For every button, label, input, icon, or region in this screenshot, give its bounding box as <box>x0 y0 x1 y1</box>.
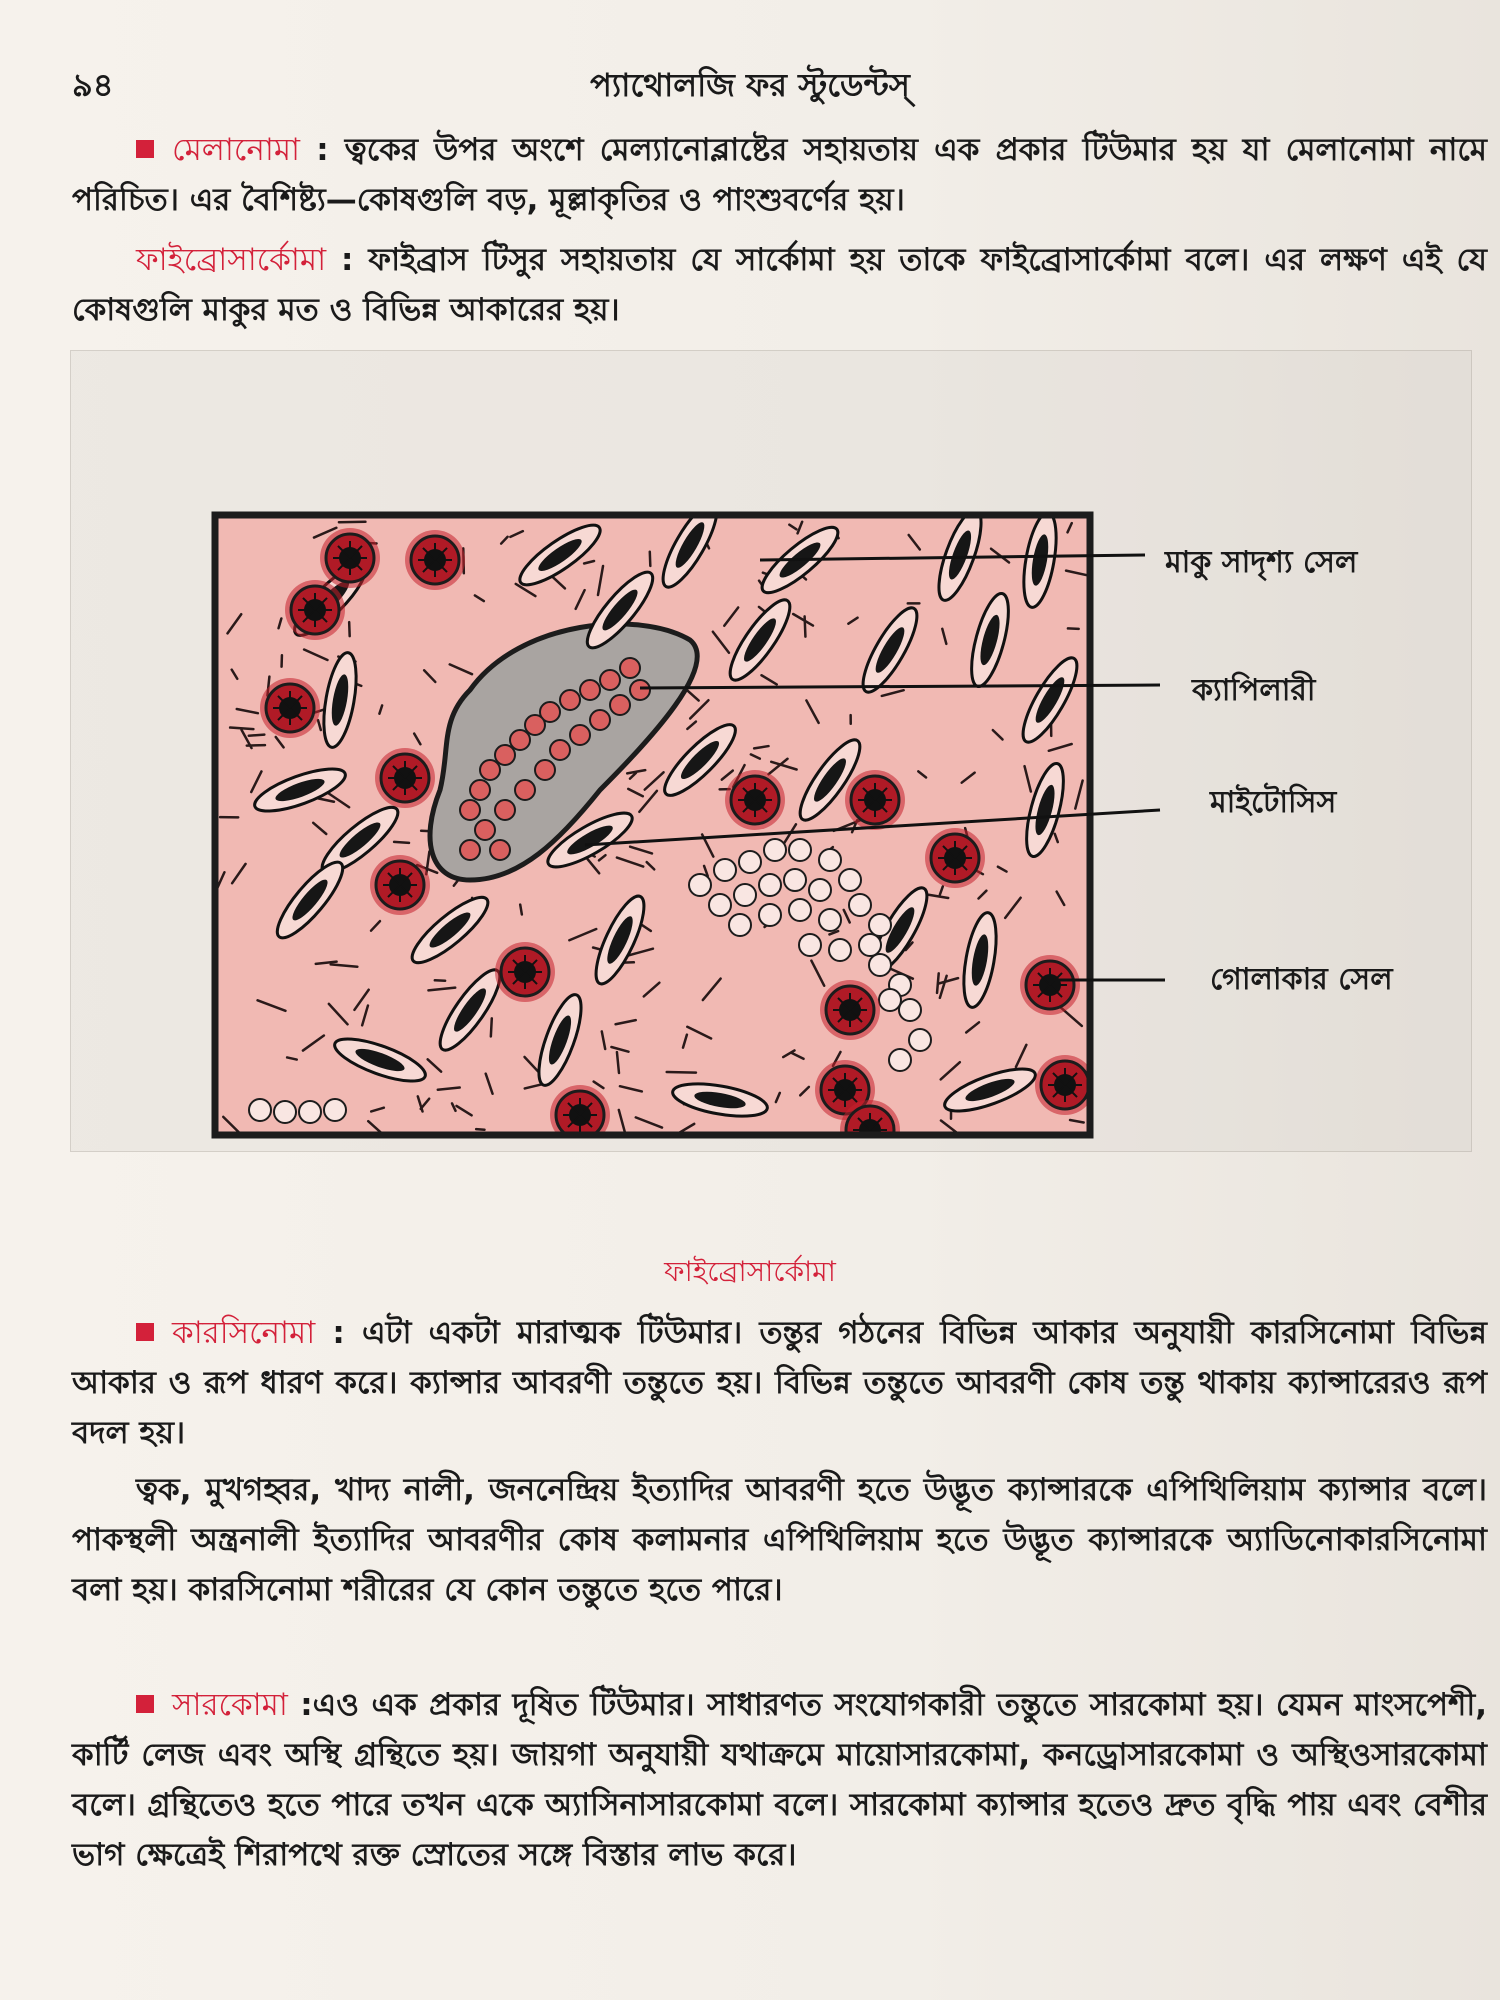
fiber-strand <box>230 728 253 730</box>
figure-caption: ফাইব্রোসার্কোমা <box>664 1255 836 1288</box>
blood-cell <box>470 780 490 800</box>
round-cell <box>729 914 751 936</box>
blood-cell <box>495 800 515 820</box>
round-cell <box>899 999 921 1021</box>
blood-cell <box>480 760 500 780</box>
fibrosarcoma-text: : ফাইব্রাস টিসুর সহায়তায় যে সার্কোমা হয় তাকে ফাইব্রোসার্কোমা বলে। এর লক্ষণ এই যে কোষগুলি মাকুর মত ও বিভিন্ন আকারের হয়। <box>72 242 1487 328</box>
mitotic-cell <box>405 530 465 590</box>
fiber-strand <box>476 1129 484 1130</box>
blood-cell <box>560 690 580 710</box>
blood-cell <box>550 740 570 760</box>
round-cell <box>829 939 851 961</box>
mitotic-cell <box>285 580 345 640</box>
square-bullet-icon <box>136 1323 154 1341</box>
fiber-strand <box>491 1018 492 1036</box>
blood-cell <box>525 715 545 735</box>
fiber-strand <box>435 980 445 981</box>
blood-cell <box>515 780 535 800</box>
round-cell <box>274 1101 296 1123</box>
square-bullet-icon <box>136 1695 154 1713</box>
page-number: ৯৪ <box>72 66 114 104</box>
carcinoma-term: কারসিনোমা <box>172 1315 316 1351</box>
blood-cell <box>610 695 630 715</box>
round-cell <box>689 874 711 896</box>
mitotic-cell <box>845 770 905 830</box>
round-cell <box>789 899 811 921</box>
blood-cell <box>495 745 515 765</box>
mitotic-cell <box>320 528 380 588</box>
blood-cell <box>630 680 650 700</box>
round-cell <box>759 874 781 896</box>
sarcoma-text: :এও এক প্রকার দূষিত টিউমার। সাধারণত সংযোগকারী তন্তুতে সারকোমা হয়। যেমন মাংসপেশী, কার্টি লেজ এবং অস্থি গ্রন্থিতে হয়। জায়গা অনুযায়ী যথাক্রমে মায়োসারকোমা, কনড্রোসারকোমা ও অস্থিওসারকোমা বলে। গ্রন্থিতেও হতে পারে তখন একে অ্যাসিনাসারকোমা বলে। সারকোমা ক্যান্সার হতেও দ্রুত বৃদ্ধি পায় এবং বেশীর ভাগ ক্ষেত্রেই শিরাপথে রক্ত স্রোতের সঙ্গে বিস্তার লাভ করে। <box>72 1687 1487 1873</box>
melanoma-term: মেলানোমা <box>172 132 301 168</box>
mitotic-cell <box>495 942 555 1002</box>
fiber-strand <box>520 905 522 915</box>
blood-cell <box>490 840 510 860</box>
mitotic-cell <box>925 828 985 888</box>
round-cell <box>739 851 761 873</box>
fiber-strand <box>650 552 651 566</box>
round-cell <box>819 849 841 871</box>
round-cell <box>759 904 781 926</box>
mitotic-cell <box>1020 955 1080 1015</box>
fiber-strand <box>394 842 409 843</box>
carcinoma-paragraph-2 <box>72 1465 1487 1615</box>
sarcoma-paragraph <box>72 1680 1487 1880</box>
sarcoma-term: সারকোমা <box>172 1687 288 1723</box>
mitotic-cell <box>375 748 435 808</box>
mitotic-cell <box>1035 1055 1095 1115</box>
fibrosarcoma-term: ফাইব্রোসার্কোমা <box>136 242 327 278</box>
fiber-strand <box>1068 628 1079 629</box>
round-cell <box>869 954 891 976</box>
label-round-cell: গোলাকার সেল <box>1210 962 1393 997</box>
round-cell <box>784 869 806 891</box>
blood-cell <box>460 840 480 860</box>
blood-cell <box>475 820 495 840</box>
round-cell <box>709 894 731 916</box>
round-cell <box>839 869 861 891</box>
round-cell <box>909 1029 931 1051</box>
blood-cell <box>510 730 530 750</box>
round-cell <box>789 839 811 861</box>
carcinoma-paragraph <box>72 1308 1487 1458</box>
blood-cell <box>570 725 590 745</box>
round-cell <box>819 909 841 931</box>
mitotic-cell <box>820 980 880 1040</box>
round-cell <box>734 884 756 906</box>
round-cell <box>799 934 821 956</box>
round-cell <box>849 894 871 916</box>
running-head: প্যাথোলজি ফর স্টুডেন্টস্ <box>590 66 910 104</box>
fiber-strand <box>349 622 350 636</box>
round-cell <box>764 839 786 861</box>
blood-cell <box>600 670 620 690</box>
mitotic-cell <box>725 770 785 830</box>
blood-cell <box>535 760 555 780</box>
mitotic-cell <box>370 855 430 915</box>
round-cell <box>889 1049 911 1071</box>
carcinoma-text-2: ত্বক, মুখগহ্বর, খাদ্য নালী, জননেন্দ্রিয় ইত্যাদির আবরণী হতে উদ্ভূত ক্যান্সারকে এপিথিলিয়াম ক্যান্সার বলে। পাকস্থলী অন্ত্রনালী ইত্যাদির আবরণীর কোষ কলামনার এপিথিলিয়াম হতে উদ্ভূত ক্যান্সারকে অ্যাডিনোকারসিনোমা বলা হয়। কারসিনোমা শরীরের যে কোন তন্তুতে হতে পারে। <box>72 1472 1487 1608</box>
mitotic-cell <box>260 678 320 738</box>
label-mitosis: মাইটোসিস <box>1210 785 1337 820</box>
blood-cell <box>460 800 480 820</box>
round-cell <box>809 879 831 901</box>
round-cell <box>714 859 736 881</box>
blood-cell <box>580 680 600 700</box>
round-cell <box>324 1099 346 1121</box>
label-capillary: ক্যাপিলারী <box>1192 673 1316 708</box>
round-cell <box>869 914 891 936</box>
fiber-strand <box>667 1072 696 1073</box>
round-cell <box>879 989 901 1011</box>
blood-cell <box>620 658 640 678</box>
round-cell <box>859 934 881 956</box>
round-cell <box>249 1099 271 1121</box>
carcinoma-text: : এটা একটা মারাত্মক টিউমার। তন্তুর গঠনের বিভিন্ন আকার অনুযায়ী কারসিনোমা বিভিন্ন আকার ও রূপ ধারণ করে। ক্যান্সার আবরণী তন্তুতে হয়। বিভিন্ন তন্তুতে আবরণী কোষ তন্তু থাকায় ক্যান্সারেরও রূপ বদল হয়। <box>72 1315 1487 1451</box>
round-cell <box>299 1101 321 1123</box>
blood-cell <box>590 710 610 730</box>
melanoma-text: : ত্বকের উপর অংশে মেল্যানোব্লাষ্টের সহায়তায় এক প্রকার টিউমার হয় যা মেলানোমা নামে পরিচিত। এর বৈশিষ্ট্য—কোষগুলি বড়, মূল্লাকৃতির ও পাংশুবর্ণের হয়। <box>72 132 1487 218</box>
mitotic-cell <box>840 1100 900 1160</box>
fiber-strand <box>249 735 265 736</box>
label-spindle-cell: মাকু সাদৃশ্য সেল <box>1165 545 1358 580</box>
